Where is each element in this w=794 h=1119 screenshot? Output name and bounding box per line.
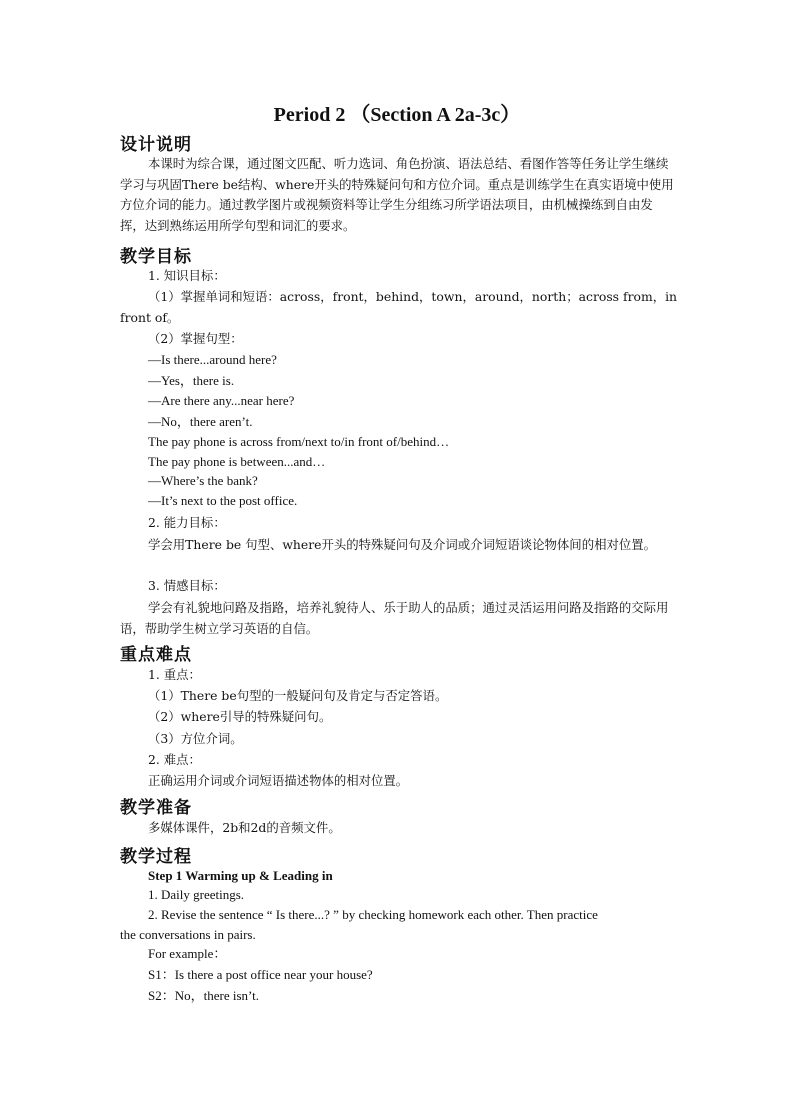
dialogue-line: The pay phone is across from/next to/in front of/behind… xyxy=(148,434,450,449)
process-item-continued: the conversations in pairs. xyxy=(120,927,256,942)
heading-key-points: 重点难点 xyxy=(120,645,192,665)
dialogue-line: —Where’s the bank? xyxy=(148,473,258,488)
dialogue-line: —Are there any...near here? xyxy=(148,393,295,408)
dialogue-line: —No，there aren’t. xyxy=(148,414,253,429)
example-label: For example： xyxy=(148,946,227,961)
process-item: 2. Revise the sentence “ Is there...? ” by checking homework each other. Then practice xyxy=(148,907,598,922)
key-point-item: （1）There be句型的一般疑问句及肯定与否定答语。 xyxy=(148,688,448,703)
dialogue-line: —It’s next to the post office. xyxy=(148,493,298,508)
dialogue-line: The pay phone is between...and… xyxy=(148,454,326,469)
knowledge-goal-title: 1. 知识目标： xyxy=(148,268,226,283)
emotion-goal-title: 3. 情感目标： xyxy=(148,578,226,593)
key-point-item: （2）where引导的特殊疑问句。 xyxy=(148,709,332,724)
vocab-line-1: （1）掌握单词和短语：across，front，behind，town，around，north；across from，in xyxy=(148,289,678,304)
process-item: 1. Daily greetings. xyxy=(148,887,245,902)
dialogue-line: —Is there...around here? xyxy=(148,352,277,367)
preparation-text: 多媒体课件，2b和2d的音频文件。 xyxy=(148,820,341,835)
ability-goal-title: 2. 能力目标： xyxy=(148,515,226,530)
vocab-line-2: front of。 xyxy=(120,310,180,325)
heading-teaching-goals: 教学目标 xyxy=(120,247,192,267)
step-title: Step 1 Warming up & Leading in xyxy=(148,868,333,883)
difficulty-text: 正确运用介词或介词短语描述物体的相对位置。 xyxy=(148,773,409,788)
dialogue-line: —Yes，there is. xyxy=(148,373,235,388)
difficulty-title: 2. 难点： xyxy=(148,752,201,767)
key-points-title: 1. 重点： xyxy=(148,667,201,682)
heading-design-notes: 设计说明 xyxy=(120,135,192,155)
key-point-item: （3）方位介词。 xyxy=(148,731,243,746)
heading-preparation: 教学准备 xyxy=(120,798,192,818)
emotion-goal-paragraph: 学会有礼貌地问路及指路，培养礼貌待人、乐于助人的品质；通过灵活运用问路及指路的交际用语，帮助学生树立学习英语的自信。 xyxy=(120,600,669,636)
heading-process: 教学过程 xyxy=(120,847,192,867)
example-line: S2：No，there isn’t. xyxy=(148,988,259,1003)
design-notes-paragraph: 本课时为综合课，通过图文匹配、听力选词、角色扮演、语法总结、看图作答等任务让学生继续学习与巩固There be结构、where开头的特殊疑问句和方位介词。重点是训练学生在真实语境中使用方位介词的能力。通过教学图片或视频资料等让学生分组练习所学语法项目，由机械操练到自由发挥，达到熟练运用所学句型和词汇的要求。 xyxy=(120,156,674,233)
page-title: Period 2 （Section A 2a-3c） xyxy=(273,104,521,126)
sentence-patterns-title: （2）掌握句型： xyxy=(148,331,243,346)
example-line: S1：Is there a post office near your house? xyxy=(148,967,373,982)
ability-goal-paragraph: 学会用There be 句型、where开头的特殊疑问句及介词或介词短语谈论物体间的相对位置。 xyxy=(148,537,657,552)
